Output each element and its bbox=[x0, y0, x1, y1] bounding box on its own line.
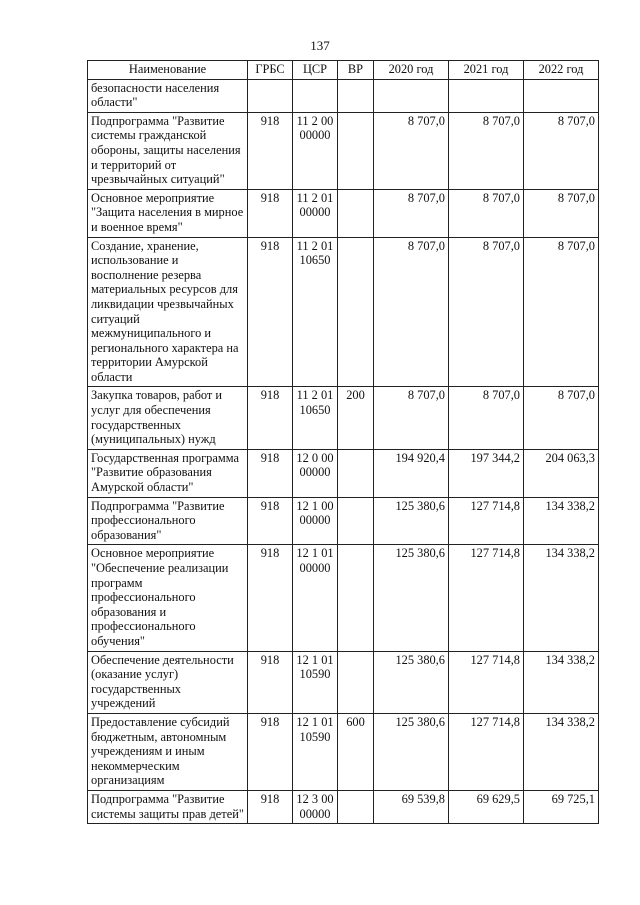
cell-csr: 12 1 01 00000 bbox=[293, 545, 338, 651]
cell-grbs: 918 bbox=[248, 545, 293, 651]
cell-name: Предоставление субсидий бюджетным, автономным учреждениям и иным некоммерческим организациям bbox=[88, 713, 248, 790]
cell-name: Обеспечение деятельности (оказание услуг) государственных учреждений bbox=[88, 651, 248, 713]
page-number: 137 bbox=[310, 38, 330, 53]
cell-2020 bbox=[374, 79, 449, 112]
budget-table bbox=[87, 60, 599, 824]
table-row bbox=[88, 237, 599, 387]
cell-name: Подпрограмма "Развитие системы гражданской обороны, защиты населения и территорий от чрезвычайных ситуаций" bbox=[88, 112, 248, 189]
cell-grbs: 918 bbox=[248, 189, 293, 237]
cell-name: Основное мероприятие "Защита населения в мирное и военное время" bbox=[88, 189, 248, 237]
cell-2021: 127 714,8 bbox=[449, 713, 524, 790]
cell-2022 bbox=[524, 79, 599, 112]
cell-csr: 12 1 01 10590 bbox=[293, 713, 338, 790]
cell-2021: 127 714,8 bbox=[449, 651, 524, 713]
cell-grbs: 918 bbox=[248, 237, 293, 387]
cell-name: безопасности населения области" bbox=[88, 79, 248, 112]
cell-name: Подпрограмма "Развитие системы защиты прав детей" bbox=[88, 790, 248, 823]
cell-2021: 69 629,5 bbox=[449, 790, 524, 823]
table-row bbox=[88, 713, 599, 790]
cell-2020: 125 380,6 bbox=[374, 651, 449, 713]
cell-name: Основное мероприятие "Обеспечение реализации программ профессионального образования и профессионального обучения" bbox=[88, 545, 248, 651]
cell-grbs: 918 bbox=[248, 449, 293, 497]
cell-2022: 134 338,2 bbox=[524, 651, 599, 713]
cell-2022: 134 338,2 bbox=[524, 713, 599, 790]
cell-2021: 8 707,0 bbox=[449, 189, 524, 237]
table-row bbox=[88, 189, 599, 237]
cell-2021: 127 714,8 bbox=[449, 497, 524, 545]
cell-2020: 8 707,0 bbox=[374, 112, 449, 189]
cell-2022: 69 725,1 bbox=[524, 790, 599, 823]
cell-grbs bbox=[248, 79, 293, 112]
cell-csr: 12 0 00 00000 bbox=[293, 449, 338, 497]
cell-name: Подпрограмма "Развитие профессионального образования" bbox=[88, 497, 248, 545]
table-row bbox=[88, 387, 599, 449]
cell-2020: 125 380,6 bbox=[374, 545, 449, 651]
table-row bbox=[88, 449, 599, 497]
table-row bbox=[88, 651, 599, 713]
cell-2020: 8 707,0 bbox=[374, 189, 449, 237]
cell-grbs: 918 bbox=[248, 112, 293, 189]
cell-vr bbox=[338, 497, 374, 545]
cell-csr: 11 2 01 00000 bbox=[293, 189, 338, 237]
table-row bbox=[88, 545, 599, 651]
cell-2022: 8 707,0 bbox=[524, 237, 599, 387]
cell-2022: 8 707,0 bbox=[524, 387, 599, 449]
cell-vr bbox=[338, 790, 374, 823]
cell-vr bbox=[338, 79, 374, 112]
cell-2020: 194 920,4 bbox=[374, 449, 449, 497]
table-row bbox=[88, 497, 599, 545]
cell-vr bbox=[338, 189, 374, 237]
cell-name: Государственная программа "Развитие образования Амурской области" bbox=[88, 449, 248, 497]
cell-name: Закупка товаров, работ и услуг для обеспечения государственных (муниципальных) нужд bbox=[88, 387, 248, 449]
header-grbs: ГРБС bbox=[248, 61, 293, 80]
cell-vr bbox=[338, 237, 374, 387]
cell-vr bbox=[338, 449, 374, 497]
cell-grbs: 918 bbox=[248, 790, 293, 823]
cell-grbs: 918 bbox=[248, 387, 293, 449]
cell-csr: 12 3 00 00000 bbox=[293, 790, 338, 823]
cell-csr: 11 2 01 10650 bbox=[293, 237, 338, 387]
cell-vr bbox=[338, 545, 374, 651]
table-header-row bbox=[88, 61, 599, 80]
cell-2020: 8 707,0 bbox=[374, 387, 449, 449]
header-2022: 2022 год bbox=[524, 61, 599, 80]
cell-2021: 127 714,8 bbox=[449, 545, 524, 651]
cell-2020: 125 380,6 bbox=[374, 713, 449, 790]
cell-grbs: 918 bbox=[248, 713, 293, 790]
cell-csr: 11 2 01 10650 bbox=[293, 387, 338, 449]
header-vr: ВР bbox=[338, 61, 374, 80]
header-2020: 2020 год bbox=[374, 61, 449, 80]
cell-2022: 8 707,0 bbox=[524, 112, 599, 189]
table-row bbox=[88, 112, 599, 189]
header-name: Наименование bbox=[88, 61, 248, 80]
cell-name: Создание, хранение, использование и восполнение резерва материальных ресурсов для ликвидации чрезвычайных ситуаций межмуниципального и регионального характера на территории Амурской области bbox=[88, 237, 248, 387]
cell-csr: 12 1 01 10590 bbox=[293, 651, 338, 713]
cell-2021: 197 344,2 bbox=[449, 449, 524, 497]
cell-csr: 11 2 00 00000 bbox=[293, 112, 338, 189]
header-csr: ЦСР bbox=[293, 61, 338, 80]
cell-grbs: 918 bbox=[248, 497, 293, 545]
cell-csr bbox=[293, 79, 338, 112]
table-row bbox=[88, 790, 599, 823]
cell-2021: 8 707,0 bbox=[449, 112, 524, 189]
cell-2020: 69 539,8 bbox=[374, 790, 449, 823]
header-2021: 2021 год bbox=[449, 61, 524, 80]
cell-2022: 134 338,2 bbox=[524, 545, 599, 651]
cell-2021 bbox=[449, 79, 524, 112]
cell-2022: 8 707,0 bbox=[524, 189, 599, 237]
cell-2022: 204 063,3 bbox=[524, 449, 599, 497]
cell-2022: 134 338,2 bbox=[524, 497, 599, 545]
cell-2020: 125 380,6 bbox=[374, 497, 449, 545]
cell-vr bbox=[338, 651, 374, 713]
cell-csr: 12 1 00 00000 bbox=[293, 497, 338, 545]
cell-2021: 8 707,0 bbox=[449, 237, 524, 387]
cell-2020: 8 707,0 bbox=[374, 237, 449, 387]
cell-grbs: 918 bbox=[248, 651, 293, 713]
cell-2021: 8 707,0 bbox=[449, 387, 524, 449]
cell-vr: 600 bbox=[338, 713, 374, 790]
cell-vr bbox=[338, 112, 374, 189]
cell-vr: 200 bbox=[338, 387, 374, 449]
table-row bbox=[88, 79, 599, 112]
